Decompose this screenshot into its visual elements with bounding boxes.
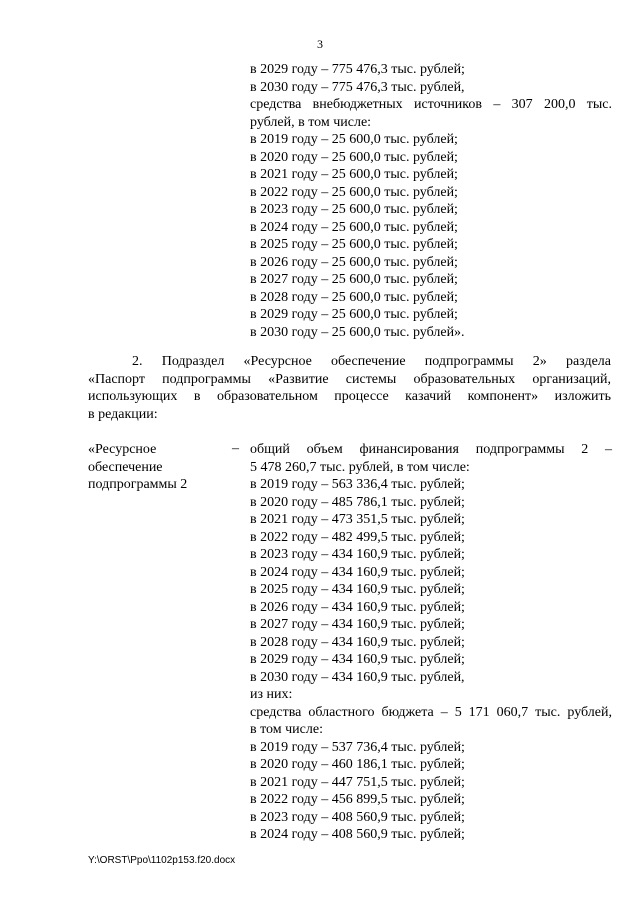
right-lines-item: в 2022 году – 482 499,5 тыс. рублей; bbox=[250, 529, 465, 545]
page-number: 3 bbox=[317, 37, 323, 51]
right-lines-item: в 2027 году – 434 160,9 тыс. рублей; bbox=[250, 617, 465, 632]
top-lines-item: средства внебюджетных источников – 307 200,0 тыс. bbox=[250, 97, 612, 112]
right-lines-item: в 2021 году – 447 751,5 тыс. рублей; bbox=[250, 774, 465, 790]
right-lines-item: общий объем финансирования подпрограммы 2 – bbox=[250, 442, 612, 457]
top-lines-item: в 2030 году – 25 600,0 тыс. рублей». bbox=[250, 324, 465, 340]
amendment-paragraph bbox=[88, 353, 611, 423]
right-lines-item: в 2019 году – 563 336,4 тыс. рублей; bbox=[250, 477, 465, 492]
right-lines-item: в 2020 году – 460 186,1 тыс. рублей; bbox=[250, 757, 465, 772]
right-lines-item: в 2019 году – 537 736,4 тыс. рублей; bbox=[250, 739, 465, 755]
paragraph-lines-item: использующих в образовательном процессе казачий компонент» изложить bbox=[88, 389, 611, 404]
top-lines-item: в 2030 году – 775 476,3 тыс. рублей, bbox=[250, 79, 465, 95]
top-lines-item: в 2028 году – 25 600,0 тыс. рублей; bbox=[250, 289, 458, 305]
right-lines-item: в 2024 году – 408 560,9 тыс. рублей; bbox=[250, 827, 465, 842]
paragraph-lines-item: 2. Подраздел «Ресурсное обеспечение подпрограммы 2» раздела bbox=[132, 354, 611, 369]
right-lines-item: в 2029 году – 434 160,9 тыс. рублей; bbox=[250, 652, 465, 667]
top-lines-item: в 2026 году – 25 600,0 тыс. рублей; bbox=[250, 254, 458, 270]
top-lines-item: рублей, в том числе: bbox=[250, 114, 372, 130]
paragraph-lines-item: в редакции: bbox=[88, 406, 158, 422]
right-lines-item: 5 478 260,7 тыс. рублей, в том числе: bbox=[250, 459, 470, 475]
right-lines-item: в 2028 году – 434 160,9 тыс. рублей; bbox=[250, 634, 465, 650]
right-lines-item: в 2025 году – 434 160,9 тыс. рублей; bbox=[250, 582, 465, 597]
label-lines-item: обеспечение bbox=[88, 459, 163, 475]
passport-row-label bbox=[88, 441, 223, 494]
top-lines-item: в 2024 году – 25 600,0 тыс. рублей; bbox=[250, 219, 458, 235]
file-path-footer: Y:\ORST\Ppo\1102p153.f20.docx bbox=[88, 855, 236, 866]
top-lines-item: в 2029 году – 25 600,0 тыс. рублей; bbox=[250, 307, 458, 322]
label-lines-item: подпрограммы 2 bbox=[88, 477, 188, 492]
label-lines-item: «Ресурсное bbox=[88, 442, 157, 457]
right-lines-item: в 2022 году – 456 899,5 тыс. рублей; bbox=[250, 792, 465, 807]
paragraph-lines-item: «Паспорт подпрограммы «Развитие системы образовательных организаций, bbox=[88, 371, 611, 387]
right-lines-item: из них: bbox=[250, 687, 293, 702]
top-lines-item: в 2029 году – 775 476,3 тыс. рублей; bbox=[250, 62, 465, 77]
row-dash: – bbox=[232, 441, 239, 456]
top-lines-item: в 2019 году – 25 600,0 тыс. рублей; bbox=[250, 132, 458, 147]
top-lines-item: в 2021 году – 25 600,0 тыс. рублей; bbox=[250, 167, 458, 182]
right-lines-item: в 2023 году – 408 560,9 тыс. рублей; bbox=[250, 809, 465, 825]
top-lines-item: в 2022 году – 25 600,0 тыс. рублей; bbox=[250, 184, 458, 200]
top-lines-item: в 2027 году – 25 600,0 тыс. рублей; bbox=[250, 272, 458, 287]
right-lines-item: в 2021 году – 473 351,5 тыс. рублей; bbox=[250, 512, 465, 527]
funding-continuation bbox=[250, 61, 612, 341]
right-lines-item: средства областного бюджета – 5 171 060,7 тыс. рублей, bbox=[250, 704, 612, 720]
right-lines-item: в 2030 году – 434 160,9 тыс. рублей, bbox=[250, 669, 465, 685]
top-lines-item: в 2020 году – 25 600,0 тыс. рублей; bbox=[250, 149, 458, 165]
right-lines-item: в 2020 году – 485 786,1 тыс. рублей; bbox=[250, 494, 465, 510]
passport-row-value bbox=[250, 441, 612, 844]
right-lines-item: в том числе: bbox=[250, 722, 323, 737]
right-lines-item: в 2026 году – 434 160,9 тыс. рублей; bbox=[250, 599, 465, 615]
right-lines-item: в 2024 году – 434 160,9 тыс. рублей; bbox=[250, 564, 465, 580]
top-lines-item: в 2023 году – 25 600,0 тыс. рублей; bbox=[250, 202, 458, 217]
top-lines-item: в 2025 году – 25 600,0 тыс. рублей; bbox=[250, 237, 458, 252]
right-lines-item: в 2023 году – 434 160,9 тыс. рублей; bbox=[250, 547, 465, 562]
